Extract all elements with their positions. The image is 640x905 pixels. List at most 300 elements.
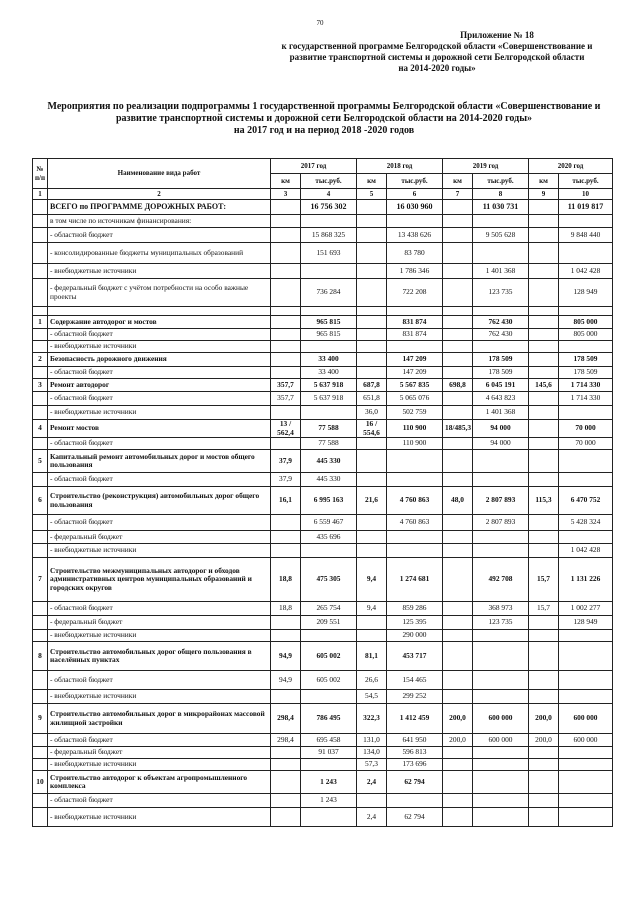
amount-cell [301, 759, 357, 771]
row-name-cell: Ремонт мостов [48, 420, 271, 438]
amount-cell: 965 815 [301, 316, 357, 329]
amount-cell: 62 794 [387, 771, 443, 794]
amount-cell [473, 759, 529, 771]
amount-cell: 70 000 [559, 420, 613, 438]
km-cell [357, 307, 387, 316]
amount-cell: 1 401 368 [473, 406, 529, 420]
km-cell [357, 367, 387, 379]
amount-cell: 178 509 [473, 367, 529, 379]
km-cell [529, 690, 559, 704]
header-year: 2017 год [271, 159, 357, 174]
km-cell [443, 544, 473, 558]
km-cell [529, 200, 559, 215]
amount-cell: 110 900 [387, 420, 443, 438]
amount-cell [387, 341, 443, 353]
km-cell [443, 200, 473, 215]
row-name-cell: - внебюджетные источники [48, 690, 271, 704]
amount-cell: 83 780 [387, 243, 443, 264]
km-cell [529, 228, 559, 243]
row-number-cell: 4 [33, 420, 48, 438]
km-cell [529, 544, 559, 558]
km-cell [271, 690, 301, 704]
table-row-section [33, 379, 613, 392]
row-number-cell [33, 243, 48, 264]
km-cell [357, 616, 387, 630]
amount-cell [559, 747, 613, 759]
amount-cell: 805 000 [559, 329, 613, 341]
km-cell [443, 808, 473, 827]
km-cell [357, 200, 387, 215]
km-cell [443, 690, 473, 704]
amount-cell: 605 002 [301, 671, 357, 690]
row-number-cell [33, 341, 48, 353]
header-name: Наименование вида работ [48, 159, 271, 189]
amount-cell: 596 813 [387, 747, 443, 759]
row-name-cell [48, 307, 271, 316]
amount-cell [559, 473, 613, 487]
km-cell [443, 671, 473, 690]
amount-cell: 5 637 918 [301, 392, 357, 406]
km-cell [443, 243, 473, 264]
amount-cell: 2 807 893 [473, 487, 529, 515]
km-cell [271, 329, 301, 341]
table-row [33, 367, 613, 379]
amount-cell: 859 286 [387, 602, 443, 616]
amount-cell [473, 544, 529, 558]
appendix-heading [262, 30, 612, 74]
row-number-cell [33, 616, 48, 630]
km-cell [443, 473, 473, 487]
appendix-line: к государственной программе Белгородской области «Совершенствование и [281, 41, 593, 51]
row-number-cell: 3 [33, 379, 48, 392]
table-row-section [33, 771, 613, 794]
km-cell [271, 353, 301, 367]
table-row-section [33, 642, 613, 671]
km-cell [443, 759, 473, 771]
km-cell: 115,3 [529, 487, 559, 515]
amount-cell: 453 717 [387, 642, 443, 671]
amount-cell [559, 808, 613, 827]
row-number-cell [33, 515, 48, 531]
km-cell [529, 420, 559, 438]
km-cell: 357,7 [271, 379, 301, 392]
km-cell [443, 406, 473, 420]
row-number-cell [33, 392, 48, 406]
column-number: 7 [443, 189, 473, 200]
km-cell [443, 630, 473, 642]
table-row [33, 531, 613, 544]
km-cell [443, 642, 473, 671]
amount-cell [301, 544, 357, 558]
column-number: 5 [357, 189, 387, 200]
amount-cell [301, 808, 357, 827]
amount-cell: 4 760 863 [387, 515, 443, 531]
km-cell: 57,3 [357, 759, 387, 771]
row-name-cell: Строительство автомобильных дорог в микрорайонах массовой жилищной застройки [48, 704, 271, 734]
amount-cell: 831 874 [387, 316, 443, 329]
row-number-cell [33, 808, 48, 827]
km-cell: 298,4 [271, 734, 301, 747]
km-cell [443, 531, 473, 544]
amount-cell [559, 450, 613, 473]
table-row [33, 759, 613, 771]
km-cell [443, 616, 473, 630]
amount-cell [301, 406, 357, 420]
amount-cell: 475 305 [301, 558, 357, 602]
amount-cell: 762 430 [473, 329, 529, 341]
row-name-cell: - областной бюджет [48, 329, 271, 341]
km-cell: 131,0 [357, 734, 387, 747]
row-number-cell: 5 [33, 450, 48, 473]
km-cell [271, 279, 301, 307]
row-name-cell: - внебюджетные источники [48, 759, 271, 771]
amount-cell: 9 505 628 [473, 228, 529, 243]
km-cell [357, 630, 387, 642]
amount-cell: 178 509 [559, 367, 613, 379]
amount-cell [387, 544, 443, 558]
km-cell [357, 279, 387, 307]
amount-cell [473, 671, 529, 690]
appendix-line: развитие транспортной системы и дорожной сети Белгородской области [289, 52, 585, 62]
title-line: развитие транспортной системы и дорожной сети Белгородской области на 2014-2020 годы» [115, 113, 532, 124]
table-row [33, 602, 613, 616]
row-name-cell: Безопасность дорожного движения [48, 353, 271, 367]
row-name-cell: - областной бюджет [48, 602, 271, 616]
row-name-cell: - федеральный бюджет [48, 616, 271, 630]
amount-cell: 600 000 [473, 704, 529, 734]
amount-cell: 2 807 893 [473, 515, 529, 531]
km-cell [529, 473, 559, 487]
km-cell [271, 341, 301, 353]
amount-cell [301, 341, 357, 353]
amount-cell: 605 002 [301, 642, 357, 671]
amount-cell [559, 794, 613, 808]
km-cell [529, 794, 559, 808]
km-cell [271, 616, 301, 630]
row-name-cell: - областной бюджет [48, 671, 271, 690]
km-cell: 15,7 [529, 602, 559, 616]
amount-cell: 4 760 863 [387, 487, 443, 515]
km-cell: 36,0 [357, 406, 387, 420]
table-row [33, 630, 613, 642]
km-cell [529, 329, 559, 341]
amount-cell: 13 438 626 [387, 228, 443, 243]
amount-cell: 1 243 [301, 794, 357, 808]
amount-cell [301, 690, 357, 704]
km-cell [271, 264, 301, 279]
amount-cell: 128 949 [559, 279, 613, 307]
row-number-cell: 9 [33, 704, 48, 734]
km-cell [271, 759, 301, 771]
km-cell: 357,7 [271, 392, 301, 406]
title-line: на 2017 год и на период 2018 -2020 годов [233, 125, 415, 136]
amount-cell: 1 131 226 [559, 558, 613, 602]
amount-cell [559, 243, 613, 264]
row-name-cell: - консолидированные бюджеты муниципальных образований [48, 243, 271, 264]
row-number-cell [33, 531, 48, 544]
header-rub: тыс.руб. [473, 174, 529, 189]
amount-cell [559, 771, 613, 794]
amount-cell: 33 400 [301, 367, 357, 379]
measures-table [32, 158, 613, 827]
row-name-cell: Строительство межмуниципальных автодорог и обходов административных центров муниципальных образований и городских округов [48, 558, 271, 602]
table-row-section [33, 558, 613, 602]
km-cell: 2,4 [357, 808, 387, 827]
amount-cell: 33 400 [301, 353, 357, 367]
row-number-cell [33, 307, 48, 316]
header-rub: тыс.руб. [559, 174, 613, 189]
header-km: км [443, 174, 473, 189]
row-name-cell: - областной бюджет [48, 392, 271, 406]
table-row [33, 616, 613, 630]
km-cell [529, 279, 559, 307]
km-cell [443, 558, 473, 602]
column-number: 10 [559, 189, 613, 200]
table-row-section [33, 450, 613, 473]
row-number-cell [33, 630, 48, 642]
row-number-cell [33, 734, 48, 747]
amount-cell: 209 551 [301, 616, 357, 630]
row-number-cell [33, 602, 48, 616]
amount-cell: 1 243 [301, 771, 357, 794]
row-number-cell [33, 690, 48, 704]
amount-cell: 94 000 [473, 438, 529, 450]
column-number: 1 [33, 189, 48, 200]
km-cell [271, 747, 301, 759]
km-cell [271, 215, 301, 228]
document-title [24, 101, 624, 137]
amount-cell [473, 690, 529, 704]
table-row [33, 307, 613, 316]
amount-cell [387, 450, 443, 473]
row-number-cell [33, 279, 48, 307]
km-cell [529, 531, 559, 544]
row-name-cell: - внебюджетные источники [48, 406, 271, 420]
km-cell [529, 367, 559, 379]
amount-cell: 178 509 [473, 353, 529, 367]
amount-cell: 600 000 [559, 704, 613, 734]
row-number-cell [33, 215, 48, 228]
km-cell [529, 450, 559, 473]
row-name-cell: Строительство (реконструкция) автомобильных дорог общего пользования [48, 487, 271, 515]
amount-cell [559, 341, 613, 353]
amount-cell [473, 794, 529, 808]
row-number-cell [33, 367, 48, 379]
row-name-cell: Строительство автомобильных дорог общего пользования в населённых пунктах [48, 642, 271, 671]
amount-cell [387, 215, 443, 228]
row-number-cell: 1 [33, 316, 48, 329]
km-cell [443, 215, 473, 228]
amount-cell: 502 759 [387, 406, 443, 420]
km-cell [357, 473, 387, 487]
amount-cell: 70 000 [559, 438, 613, 450]
amount-cell: 15 868 325 [301, 228, 357, 243]
amount-cell [473, 450, 529, 473]
amount-cell: 94 000 [473, 420, 529, 438]
amount-cell [473, 215, 529, 228]
km-cell: 16,1 [271, 487, 301, 515]
km-cell [443, 794, 473, 808]
amount-cell: 147 209 [387, 353, 443, 367]
amount-cell: 5 428 324 [559, 515, 613, 531]
km-cell: 145,6 [529, 379, 559, 392]
amount-cell: 9 848 440 [559, 228, 613, 243]
row-name-cell: - внебюджетные источники [48, 264, 271, 279]
km-cell [529, 215, 559, 228]
row-name-cell: - областной бюджет [48, 515, 271, 531]
table-row [33, 671, 613, 690]
amount-cell [473, 747, 529, 759]
amount-cell: 1 002 277 [559, 602, 613, 616]
row-number-cell [33, 329, 48, 341]
appendix-line: на 2014-2020 годы» [398, 63, 476, 73]
amount-cell [473, 473, 529, 487]
table-row-section [33, 420, 613, 438]
km-cell: 37,9 [271, 473, 301, 487]
column-number: 4 [301, 189, 357, 200]
amount-cell [301, 215, 357, 228]
km-cell: 9,4 [357, 602, 387, 616]
amount-cell: 6 995 163 [301, 487, 357, 515]
km-cell [529, 406, 559, 420]
amount-cell: 77 588 [301, 420, 357, 438]
table-row [33, 264, 613, 279]
row-name-cell: - федеральный бюджет [48, 747, 271, 759]
row-number-cell: 7 [33, 558, 48, 602]
amount-cell [559, 690, 613, 704]
amount-cell: 299 252 [387, 690, 443, 704]
amount-cell [387, 531, 443, 544]
km-cell [271, 200, 301, 215]
km-cell: 134,0 [357, 747, 387, 759]
row-number-cell [33, 438, 48, 450]
km-cell: 322,3 [357, 704, 387, 734]
table-row-section [33, 704, 613, 734]
row-name-cell: - внебюджетные источники [48, 630, 271, 642]
km-cell: 9,4 [357, 558, 387, 602]
amount-cell [387, 794, 443, 808]
table-row [33, 243, 613, 264]
km-cell [443, 392, 473, 406]
row-number-cell [33, 794, 48, 808]
km-cell: 200,0 [443, 734, 473, 747]
amount-cell: 178 509 [559, 353, 613, 367]
row-name-cell: - областной бюджет [48, 228, 271, 243]
km-cell [443, 228, 473, 243]
km-cell [357, 450, 387, 473]
km-cell: 687,8 [357, 379, 387, 392]
table-row [33, 690, 613, 704]
km-cell: 15,7 [529, 558, 559, 602]
row-number-cell [33, 406, 48, 420]
amount-cell: 831 874 [387, 329, 443, 341]
km-cell [443, 602, 473, 616]
km-cell [357, 515, 387, 531]
amount-cell: 11 019 817 [559, 200, 613, 215]
amount-cell: 123 735 [473, 279, 529, 307]
table-row [33, 438, 613, 450]
km-cell [271, 544, 301, 558]
column-number: 9 [529, 189, 559, 200]
header-year: 2020 год [529, 159, 613, 174]
km-cell [529, 616, 559, 630]
amount-cell: 6 559 467 [301, 515, 357, 531]
amount-cell: 435 696 [301, 531, 357, 544]
amount-cell: 265 754 [301, 602, 357, 616]
amount-cell: 147 209 [387, 367, 443, 379]
km-cell [529, 341, 559, 353]
row-name-cell: - внебюджетные источники [48, 544, 271, 558]
amount-cell: 151 693 [301, 243, 357, 264]
row-number-cell: 2 [33, 353, 48, 367]
km-cell: 37,9 [271, 450, 301, 473]
amount-cell: 6 045 191 [473, 379, 529, 392]
km-cell: 200,0 [529, 704, 559, 734]
table-row-section [33, 316, 613, 329]
km-cell [271, 243, 301, 264]
km-cell [357, 438, 387, 450]
km-cell [271, 438, 301, 450]
amount-cell: 1 401 368 [473, 264, 529, 279]
km-cell [529, 630, 559, 642]
amount-cell: 786 495 [301, 704, 357, 734]
table-row [33, 279, 613, 307]
table-row-section [33, 353, 613, 367]
km-cell [357, 341, 387, 353]
header-num: № п/п [33, 159, 48, 189]
km-cell [357, 544, 387, 558]
table-row [33, 544, 613, 558]
amount-cell: 125 395 [387, 616, 443, 630]
table-row [33, 734, 613, 747]
km-cell [443, 771, 473, 794]
km-cell [271, 515, 301, 531]
row-number-cell: 6 [33, 487, 48, 515]
amount-cell [559, 671, 613, 690]
km-cell [443, 747, 473, 759]
km-cell [529, 438, 559, 450]
column-number: 3 [271, 189, 301, 200]
km-cell [529, 353, 559, 367]
amount-cell [473, 243, 529, 264]
km-cell [271, 808, 301, 827]
appendix-number: Приложение № 18 [460, 30, 534, 40]
km-cell [443, 316, 473, 329]
row-name-cell: - федеральный бюджет [48, 531, 271, 544]
km-cell [357, 228, 387, 243]
table-row [33, 341, 613, 353]
amount-cell: 1 786 346 [387, 264, 443, 279]
km-cell [529, 515, 559, 531]
amount-cell [301, 307, 357, 316]
row-number-cell: 10 [33, 771, 48, 794]
amount-cell [473, 771, 529, 794]
km-cell [271, 406, 301, 420]
amount-cell: 762 430 [473, 316, 529, 329]
km-cell: 18/485,3 [443, 420, 473, 438]
km-cell [271, 367, 301, 379]
km-cell [529, 771, 559, 794]
km-cell: 698,8 [443, 379, 473, 392]
km-cell [529, 759, 559, 771]
amount-cell: 6 470 752 [559, 487, 613, 515]
column-number: 8 [473, 189, 529, 200]
amount-cell [559, 642, 613, 671]
amount-cell [301, 264, 357, 279]
amount-cell [559, 759, 613, 771]
amount-cell [473, 341, 529, 353]
km-cell: 200,0 [529, 734, 559, 747]
